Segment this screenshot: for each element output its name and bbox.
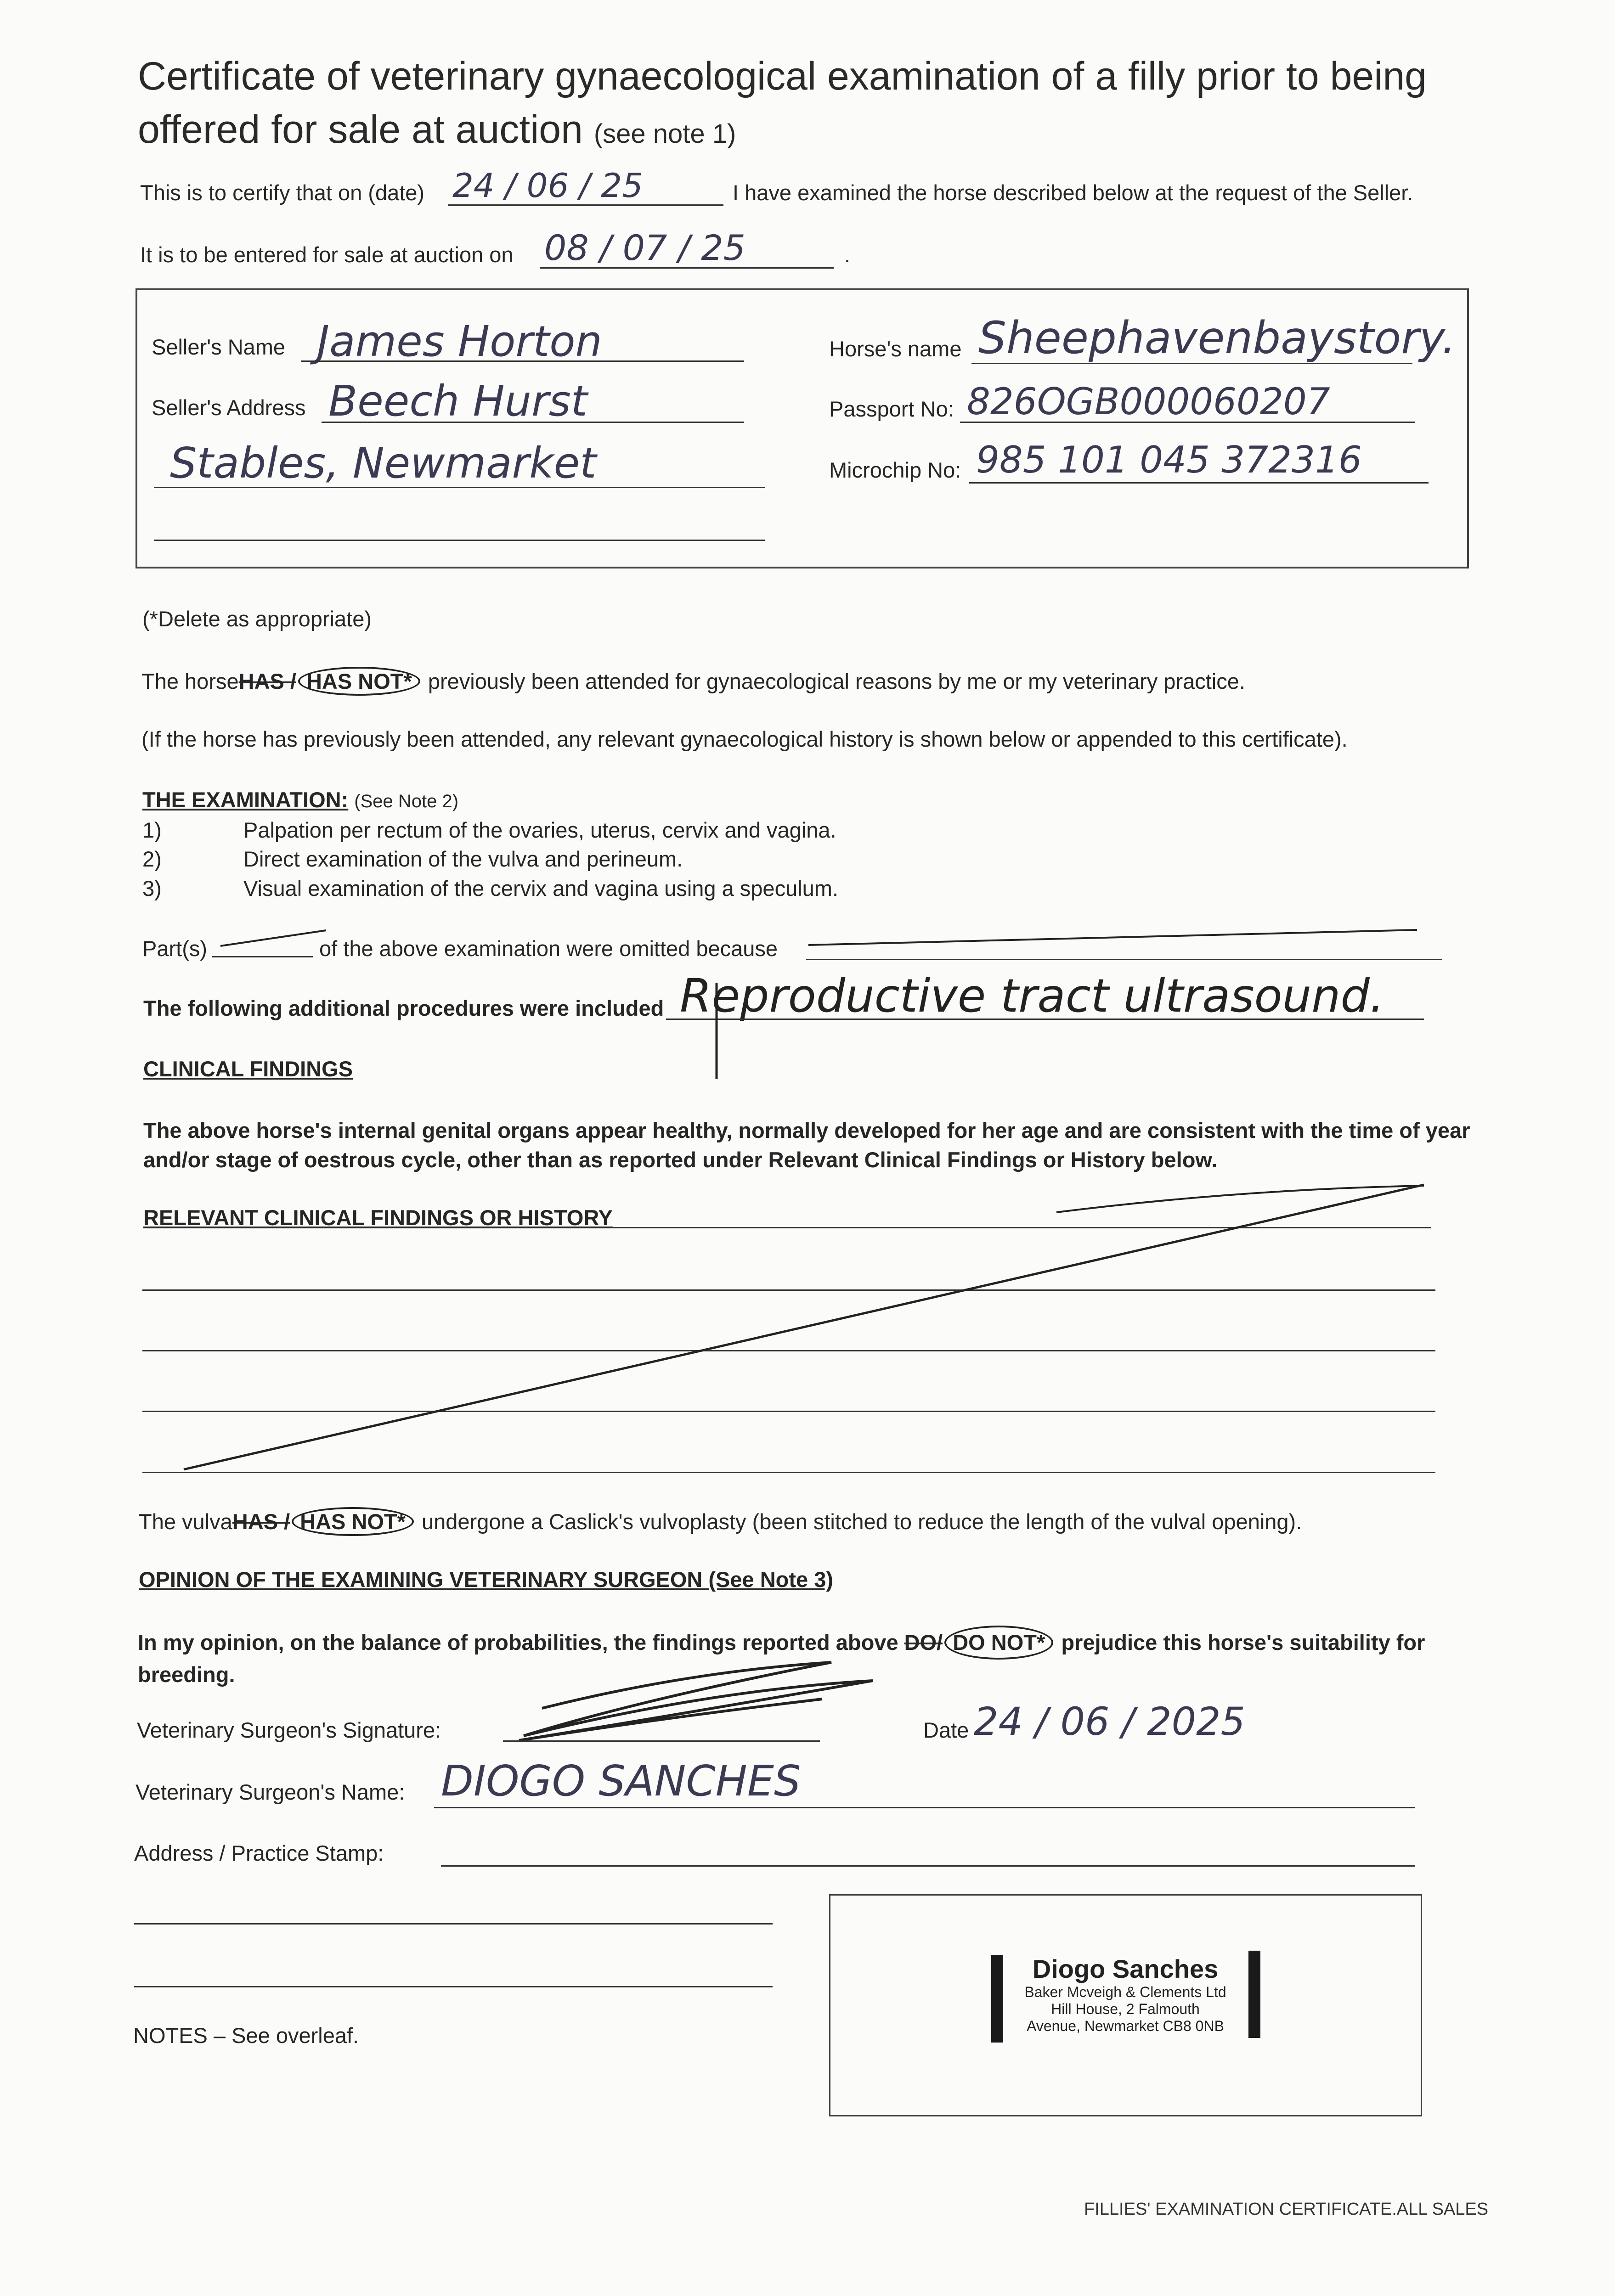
- title-note: (see note 1): [593, 119, 736, 149]
- relevant-line-2: [142, 1289, 1435, 1291]
- stamp-right-bar: [1248, 1951, 1260, 2038]
- relevant-line-1: [611, 1227, 1431, 1228]
- relevant-line-4: [142, 1411, 1435, 1412]
- exam-item-text-3: Visual examination of the cervix and vagina using a speculum.: [243, 876, 839, 900]
- additional-procedures: Reproductive tract ultrasound.: [680, 969, 1384, 1023]
- notes-label: NOTES – See overleaf.: [133, 2023, 359, 2048]
- stamp-line-3: Avenue, Newmarket CB8 0NB: [1027, 2018, 1224, 2034]
- horse-name-label: Horse's name: [829, 337, 962, 361]
- seller-address-line1-rule: [322, 422, 744, 423]
- omitted-reason-stroke: [808, 930, 1417, 945]
- opinion-heading: OPINION OF THE EXAMINING VETERINARY SURGEON (See Note 3): [139, 1567, 834, 1592]
- seller-address-label: Seller's Address: [152, 395, 306, 420]
- omitted-prefix: Part(s): [142, 936, 207, 961]
- stamp-vet-name: Diogo Sanches: [1032, 1954, 1219, 1983]
- omitted-parts-line: [212, 956, 313, 957]
- clinical-text: The above horse's internal genital organs appear healthy, normally developed for her age and are consistent with the time of year and/or stage of oestrous cycle, other than as reported under Relevant Clinical Findings or History below.: [143, 1118, 1470, 1172]
- sale-date-line: [540, 267, 834, 269]
- attended-option-has-not: HAS NOT*: [298, 667, 420, 696]
- opinion-option-do-not: DO NOT*: [944, 1626, 1053, 1660]
- seller-address-line2-rule: [154, 487, 765, 488]
- vulva-statement: The vulvaHAS / HAS NOT* undergone a Caslick's vulvoplasty (been stitched to reduce the length of the vulval opening).: [139, 1507, 1302, 1536]
- passport-label: Passport No:: [829, 397, 954, 421]
- findings-cross-out-tail: [1056, 1186, 1424, 1212]
- exam-item-text-2: Direct examination of the vulva and perineum.: [243, 847, 683, 871]
- signature-date: 24 / 06 / 2025: [974, 1699, 1245, 1744]
- microchip-line: [969, 482, 1429, 484]
- sale-date: 08 / 07 / 25: [544, 227, 745, 268]
- exam-date: 24 / 06 / 25: [452, 166, 643, 205]
- address-line-3: [134, 1986, 773, 1987]
- exam-item-num-3: 3): [142, 876, 162, 900]
- passport-number: 826OGB000060207: [967, 380, 1330, 423]
- seller-address-line2: Stables, Newmarket: [170, 439, 597, 488]
- page-title: Certificate of veterinary gynaecological examination of a filly prior to being offered for sale at auction (see note 1): [138, 54, 1427, 152]
- exam-date-line: [448, 204, 723, 206]
- sale-period: .: [844, 242, 851, 267]
- passport-line: [960, 422, 1415, 423]
- attended-option-has: HAS /: [238, 669, 296, 693]
- address-line-1: [441, 1865, 1415, 1867]
- relevant-line-5: [142, 1472, 1435, 1473]
- seller-address-line3-rule: [154, 540, 765, 541]
- vulva-option-has: HAS /: [232, 1509, 290, 1534]
- clinical-heading: CLINICAL FINDINGS: [143, 1057, 353, 1081]
- seller-address-line1: Beech Hurst: [328, 377, 587, 426]
- signature-line: [503, 1740, 820, 1742]
- relevant-heading: RELEVANT CLINICAL FINDINGS OR HISTORY: [143, 1205, 613, 1230]
- certify-suffix: I have examined the horse described below at the request of the Seller.: [733, 180, 1413, 205]
- exam-item-num-2: 2): [142, 847, 162, 871]
- microchip-number: 985 101 045 372316: [976, 439, 1362, 481]
- exam-item-text-1: Palpation per rectum of the ovaries, uterus, cervix and vagina.: [243, 818, 836, 842]
- exam-item-num-1: 1): [142, 818, 162, 842]
- vulva-option-has-not: HAS NOT*: [292, 1507, 414, 1536]
- signature-date-label: Date: [923, 1718, 969, 1742]
- stamp-line-1: Baker Mcveigh & Clements Ltd: [1024, 1984, 1226, 2000]
- attended-statement: The horseHAS / HAS NOT* previously been attended for gynaecological reasons by me or my veterinary practice.: [141, 667, 1245, 696]
- address-stamp-label: Address / Practice Stamp:: [134, 1841, 384, 1865]
- vet-name: DIOGO SANCHES: [441, 1756, 801, 1806]
- attended-note: (If the horse has previously been attended, any relevant gynaecological history is shown below or appended to this certificate).: [141, 727, 1348, 751]
- horse-name-line: [971, 363, 1412, 364]
- seller-name-line: [301, 360, 744, 362]
- seller-name: James Horton: [317, 317, 602, 366]
- certify-prefix: This is to certify that on (date): [140, 180, 425, 205]
- sale-prefix: It is to be entered for sale at auction on: [140, 242, 514, 267]
- practice-stamp: [1011, 1954, 1240, 2035]
- opinion-option-do: DO/: [904, 1630, 943, 1654]
- delete-note: (*Delete as appropriate): [142, 607, 372, 631]
- omitted-suffix: of the above examination were omitted because: [319, 936, 778, 961]
- omitted-reason-line: [806, 959, 1442, 960]
- additional-label: The following additional procedures were included: [143, 996, 664, 1020]
- vet-name-label: Veterinary Surgeon's Name:: [136, 1780, 405, 1804]
- opinion-statement: In my opinion, on the balance of probabilities, the findings reported above DO/ DO NOT* prejudice this horse's suitability for breeding.: [138, 1626, 1470, 1690]
- additional-line: [666, 1019, 1424, 1020]
- vet-name-line: [434, 1807, 1415, 1808]
- footer-label: FILLIES' EXAMINATION CERTIFICATE.ALL SALES: [1084, 2200, 1489, 2219]
- microchip-label: Microchip No:: [829, 458, 961, 482]
- examination-heading: THE EXAMINATION: (See Note 2): [142, 788, 459, 812]
- seller-name-label: Seller's Name: [152, 335, 286, 359]
- signature-label: Veterinary Surgeon's Signature:: [137, 1718, 441, 1742]
- address-line-2: [134, 1923, 773, 1925]
- relevant-line-3: [142, 1350, 1435, 1351]
- horse-name: Sheephavenbaystory.: [978, 312, 1456, 364]
- omitted-dash-stroke: [220, 930, 326, 946]
- stamp-left-bar: [991, 1955, 1003, 2043]
- stamp-line-2: Hill House, 2 Falmouth: [1051, 2001, 1200, 2017]
